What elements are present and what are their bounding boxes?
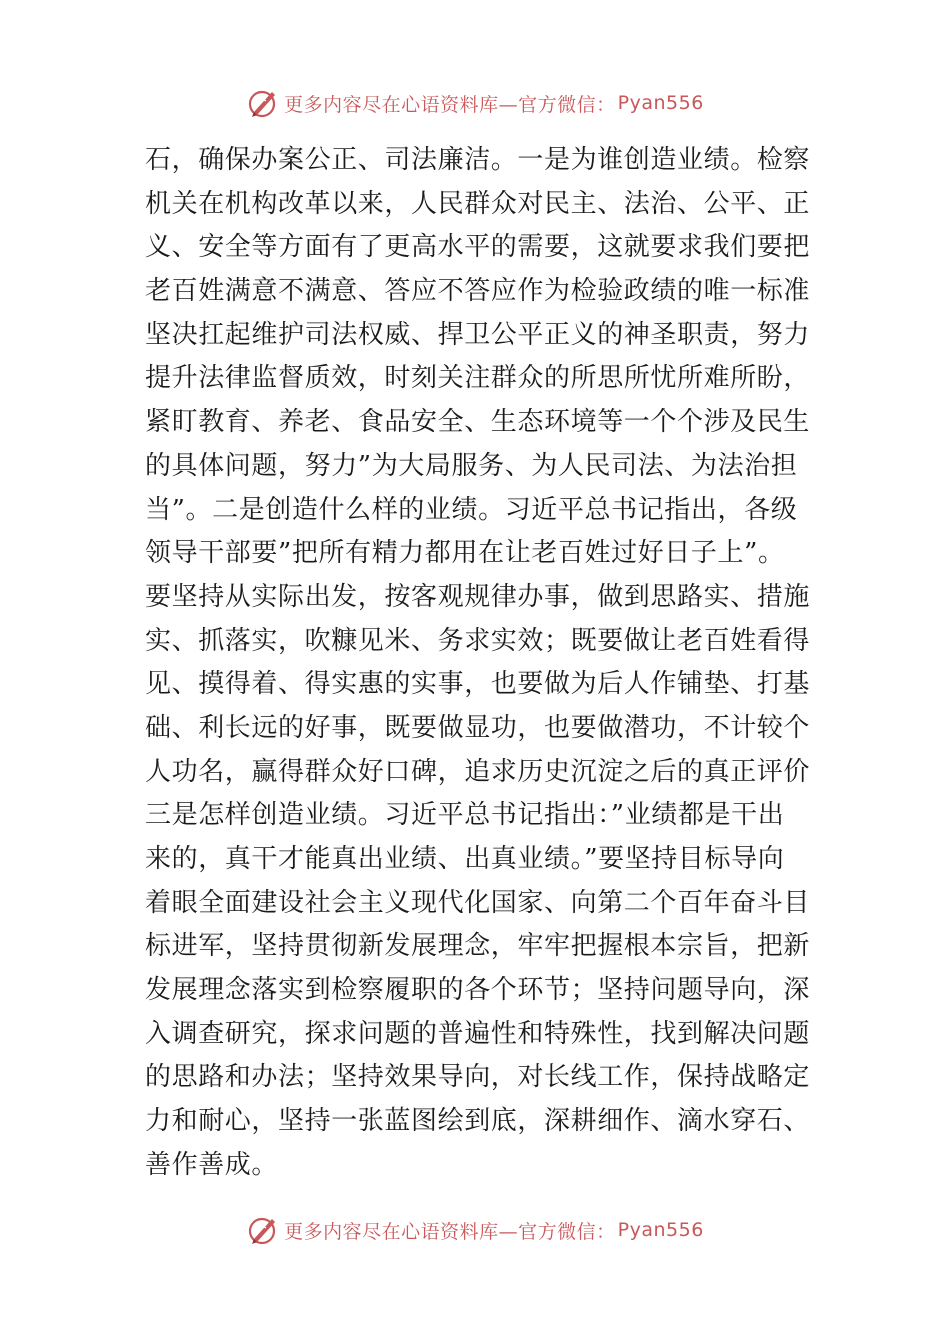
pen-logo-icon [246,86,280,120]
document-body [145,139,815,1188]
body-text-line: 善作善成。 [145,1149,279,1180]
body-text-line: 机关在机构改革以来，人民群众对民主、法治、公平、正 [145,188,811,219]
header-watermark [0,83,950,123]
body-text-line: 坚决扛起维护司法权威、捍卫公平正义的神圣职责，努力 [145,319,811,350]
body-text-line: 要坚持从实际出发，按客观规律办事，做到思路实、措施 [145,581,811,612]
body-text-line: 着眼全面建设社会主义现代化国家、向第二个百年奋斗目 [145,887,811,918]
footer-watermark [0,1210,950,1250]
body-text-line: 标进军，坚持贯彻新发展理念，牢牢把握根本宗旨，把新 [145,931,811,962]
body-text-line: 当”。二是创造什么样的业绩。习近平总书记指出，各级 [145,494,798,525]
pen-logo-icon [246,1213,280,1247]
body-text-line: 紧盯教育、养老、食品安全、生态环境等一个个涉及民生 [145,407,811,438]
body-text-line: 提升法律监督质效，时刻关注群众的所思所忧所难所盼， [145,363,811,394]
body-text-line: 实、抓落实，吹糠见米、务求实效；既要做让老百姓看得 [145,625,811,656]
body-text-line: 发展理念落实到检察履职的各个环节；坚持问题导向，深 [145,975,811,1006]
watermark-handle: Pyan556 [617,92,704,114]
body-text-line: 的具体问题，努力”为大局服务、为人民司法、为法治担 [145,450,798,481]
body-text-line: 见、摸得着、得实惠的实事，也要做为后人作铺垫、打基 [145,669,811,700]
watermark-text: 更多内容尽在心语资料库—官方微信： [284,1220,616,1243]
body-text-line: 石，确保办案公正、司法廉洁。一是为谁创造业绩。检察 [145,145,811,175]
body-text-line: 力和耐心，坚持一张蓝图绘到底，深耕细作、滴水穿石、 [145,1106,811,1137]
watermark-text: 更多内容尽在心语资料库—官方微信： [284,93,616,116]
body-text-line: 的思路和办法；坚持效果导向，对长线工作，保持战略定 [145,1062,811,1093]
body-text-line: 领导干部要”把所有精力都用在让老百姓过好日子上”。 [145,538,785,569]
body-text-line: 入调查研究，探求问题的普遍性和特殊性，找到解决问题 [145,1018,811,1049]
body-text-line: 三是怎样创造业绩。习近平总书记指出：”业绩都是干出 [145,800,785,831]
body-text-line: 老百姓满意不满意、答应不答应作为检验政绩的唯一标准 [145,276,811,307]
watermark-handle: Pyan556 [617,1219,704,1241]
body-text-line: 义、安全等方面有了更高水平的需要，这就要求我们要把 [145,232,811,263]
body-text-line: 来的，真干才能真出业绩、出真业绩。”要坚持目标导向 [145,844,785,874]
body-text-line: 础、利长远的好事，既要做显功，也要做潜功，不计较个 [145,712,811,743]
body-text-line: 人功名，赢得群众好口碑，追求历史沉淀之后的真正评价 [145,756,811,787]
